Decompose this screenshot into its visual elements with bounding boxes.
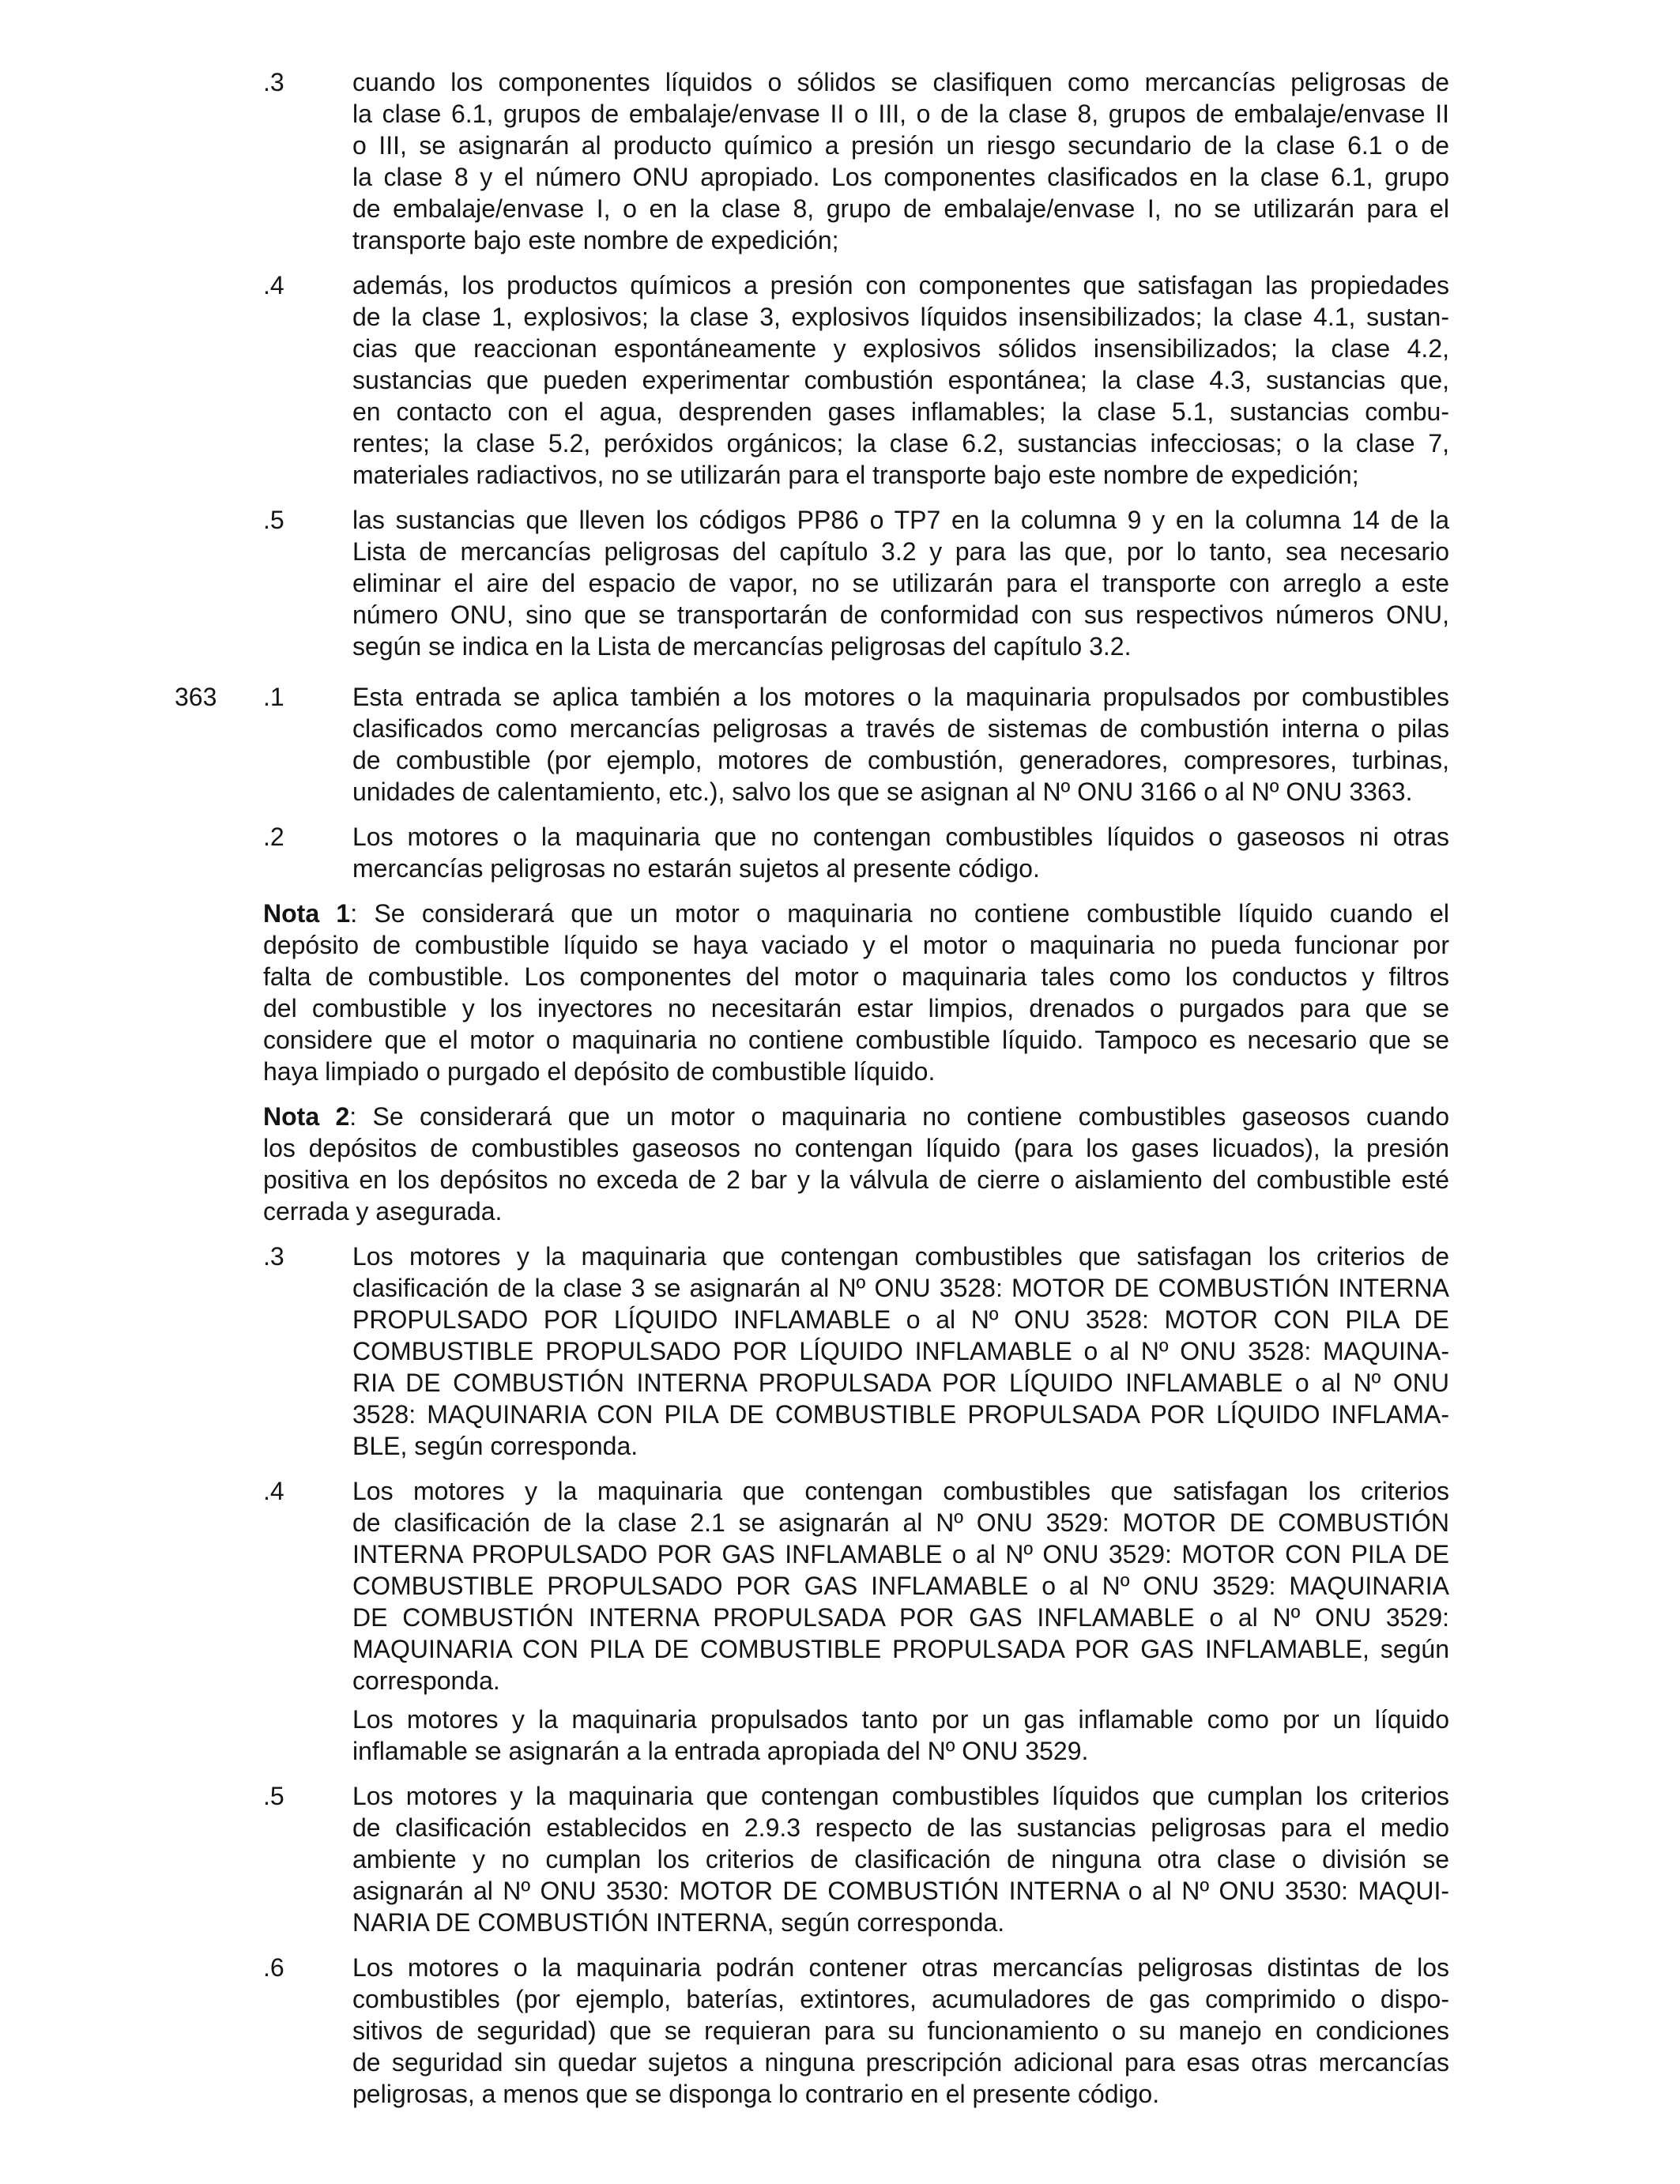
text-line: Los motores y la maquinaria que contengan combustibles que satisfagan los criterios	[352, 1477, 1449, 1505]
document-body	[0, 66, 1680, 2123]
item-label: .6	[263, 1953, 284, 1982]
text-line: la clase 8 y el número ONU apropiado. Los componentes clasificados en la clase 6.1, grupo	[352, 163, 1449, 191]
paragraph-text	[352, 1780, 1449, 1938]
text-line: de combustible (por ejemplo, motores de combustión, generadores, compresores, turbinas,	[352, 746, 1449, 774]
item-label: .5	[263, 506, 284, 534]
provision-item	[0, 66, 1680, 256]
provision-number: 363	[175, 683, 217, 711]
provision-item	[0, 1241, 1680, 1462]
note-label: Nota 2	[263, 1102, 350, 1131]
text-line: eliminar el aire del espacio de vapor, no se utilizarán para el transporte con arreglo a este	[352, 569, 1449, 597]
text-line: la clase 6.1, grupos de embalaje/envase II o III, o de la clase 8, grupos de embalaje/envase II	[352, 100, 1449, 128]
paragraph-text	[352, 66, 1449, 256]
text-line: COMBUSTIBLE PROPULSADO POR GAS INFLAMABLE o al Nº ONU 3529: MAQUINARIA	[352, 1572, 1449, 1600]
text-line: BLE, según corresponda.	[352, 1432, 638, 1460]
text-line: de la clase 1, explosivos; la clase 3, explosivos líquidos insensibilizados; la clase 4.1, sustan-	[352, 303, 1449, 331]
text-line: peligrosas, a menos que se disponga lo contrario en el presente código.	[352, 2080, 1160, 2108]
text-line: sustancias que pueden experimentar combustión espontánea; la clase 4.3, sustancias que,	[352, 366, 1449, 394]
text-line: MAQUINARIA CON PILA DE COMBUSTIBLE PROPULSADA POR GAS INFLAMABLE, según	[352, 1635, 1449, 1663]
text-line: positiva en los depósitos no exceda de 2 bar y la válvula de cierre o aislamiento del combustible esté	[263, 1165, 1449, 1194]
paragraph-text	[352, 821, 1449, 884]
provision-item	[0, 681, 1680, 808]
text-line: rentes; la clase 5.2, peróxidos orgánicos; la clase 6.2, sustancias infecciosas; o la clase 7,	[352, 429, 1449, 458]
text-line: o III, se asignarán al producto químico a presión un riesgo secundario de la clase 6.1 o de	[352, 131, 1449, 160]
text-line: inflamable se asignarán a la entrada apropiada del Nº ONU 3529.	[352, 1737, 1089, 1765]
text-line: de clasificación establecidos en 2.9.3 respecto de las sustancias peligrosas para el medio	[352, 1813, 1449, 1842]
text-line: considere que el motor o maquinaria no contiene combustible líquido. Tampoco es necesario que se	[263, 1026, 1449, 1054]
text-line: Los motores y la maquinaria que contengan combustibles líquidos que cumplan los criterios	[352, 1782, 1449, 1810]
provision-item	[0, 1475, 1680, 1696]
text-line: ambiente y no cumplan los criterios de clasificación de ninguna otra clase o división se	[352, 1845, 1449, 1873]
text-line: los depósitos de combustibles gaseosos no contengan líquido (para los gases licuados), la presión	[263, 1134, 1449, 1162]
text-line-content: : Se considerará que un motor o maquinaria no contiene combustible líquido cuando el	[350, 899, 1450, 928]
provision-item	[0, 269, 1680, 491]
paragraph-text	[263, 898, 1449, 1087]
text-line: cuando los componentes líquidos o sólidos se clasifiquen como mercancías peligrosas de	[352, 68, 1449, 96]
item-label: .3	[263, 1242, 284, 1271]
text-line: además, los productos químicos a presión con componentes que satisfagan las propiedades	[352, 271, 1449, 299]
text-line: falta de combustible. Los componentes del motor o maquinaria tales como los conductos y filtros	[263, 962, 1449, 991]
text-line: unidades de calentamiento, etc.), salvo los que se asignan al Nº ONU 3166 o al Nº ONU 3363.	[352, 778, 1413, 806]
text-line: de clasificación de la clase 2.1 se asignarán al Nº ONU 3529: MOTOR DE COMBUSTIÓN	[352, 1508, 1449, 1537]
text-line: 3528: MAQUINARIA CON PILA DE COMBUSTIBLE PROPULSADA POR LÍQUIDO INFLAMA-	[352, 1400, 1449, 1429]
text-line: Esta entrada se aplica también a los motores o la maquinaria propulsados por combustibles	[352, 683, 1449, 711]
provision-item	[0, 1780, 1680, 1938]
paragraph-text	[263, 1101, 1449, 1227]
text-line: COMBUSTIBLE PROPULSADO POR LÍQUIDO INFLAMABLE o al Nº ONU 3528: MAQUINA-	[352, 1337, 1449, 1365]
text-line: mercancías peligrosas no estarán sujetos al presente código.	[352, 854, 1040, 883]
text-line: de seguridad sin quedar sujetos a ninguna prescripción adicional para esas otras mercancías	[352, 2048, 1449, 2077]
paragraph-text	[352, 1952, 1449, 2110]
text-line: las sustancias que lleven los códigos PP86 o TP7 en la columna 9 y en la columna 14 de la	[352, 506, 1449, 534]
text-line: Los motores o la maquinaria podrán contener otras mercancías peligrosas distintas de los	[352, 1953, 1449, 1982]
text-line: combustibles (por ejemplo, baterías, extintores, acumuladores de gas comprimido o dispo-	[352, 1985, 1449, 2013]
text-line: transporte bajo este nombre de expedición;	[352, 226, 839, 254]
text-line: haya limpiado o purgado el depósito de combustible líquido.	[263, 1057, 936, 1086]
paragraph-text	[352, 1241, 1449, 1462]
text-line: según se indica en la Lista de mercancías peligrosas del capítulo 3.2.	[352, 632, 1132, 661]
text-line: Los motores y la maquinaria que contengan combustibles que satisfagan los criterios de	[352, 1242, 1449, 1271]
text-line	[263, 1101, 1449, 1132]
text-line: INTERNA PROPULSADO POR GAS INFLAMABLE o al Nº ONU 3529: MOTOR CON PILA DE	[352, 1540, 1449, 1568]
note-paragraph	[0, 1101, 1680, 1227]
text-line: DE COMBUSTIÓN INTERNA PROPULSADA POR GAS INFLAMABLE o al Nº ONU 3529:	[352, 1603, 1449, 1632]
text-line: asignarán al Nº ONU 3530: MOTOR DE COMBUSTIÓN INTERNA o al Nº ONU 3530: MAQUI-	[352, 1877, 1449, 1905]
text-line: en contacto con el agua, desprenden gases inflamables; la clase 5.1, sustancias combu-	[352, 397, 1449, 426]
text-line: número ONU, sino que se transportarán de conformidad con sus respectivos números ONU,	[352, 601, 1449, 629]
item-label: .1	[263, 683, 284, 711]
continuation-paragraph	[0, 1704, 1680, 1767]
item-label: .2	[263, 823, 284, 851]
paragraph-text	[352, 1475, 1449, 1696]
text-line	[263, 898, 1449, 929]
item-label: .4	[263, 1477, 284, 1505]
text-line: depósito de combustible líquido se haya vaciado y el motor o maquinaria no pueda funcionar por	[263, 931, 1449, 959]
text-line: Los motores o la maquinaria que no contengan combustibles líquidos o gaseosos ni otras	[352, 823, 1449, 851]
provision-item	[0, 1952, 1680, 2110]
paragraph-text	[352, 1704, 1449, 1767]
text-line: Los motores y la maquinaria propulsados tanto por un gas inflamable como por un líquido	[352, 1705, 1449, 1734]
item-label: .4	[263, 271, 284, 299]
text-line: del combustible y los inyectores no necesitarán estar limpios, drenados o purgados para que se	[263, 994, 1449, 1022]
text-line: NARIA DE COMBUSTIÓN INTERNA, según corresponda.	[352, 1908, 1005, 1937]
text-line: materiales radiactivos, no se utilizarán para el transporte bajo este nombre de expedición;	[352, 461, 1359, 489]
note-paragraph	[0, 898, 1680, 1087]
text-line: PROPULSADO POR LÍQUIDO INFLAMABLE o al Nº ONU 3528: MOTOR CON PILA DE	[352, 1305, 1449, 1334]
text-line: sitivos de seguridad) que se requieran para su funcionamiento o su manejo en condiciones	[352, 2016, 1449, 2045]
text-line: cerrada y asegurada.	[263, 1197, 503, 1226]
item-label: .3	[263, 68, 284, 96]
text-line: Lista de mercancías peligrosas del capítulo 3.2 y para las que, por lo tanto, sea necesario	[352, 537, 1449, 566]
note-label: Nota 1	[263, 899, 351, 928]
text-line: cias que reaccionan espontáneamente y explosivos sólidos insensibilizados; la clase 4.2,	[352, 334, 1449, 363]
text-line: clasificación de la clase 3 se asignarán al Nº ONU 3528: MOTOR DE COMBUSTIÓN INTERNA	[352, 1274, 1449, 1302]
text-line-content: : Se considerará que un motor o maquinaria no contiene combustibles gaseosos cuando	[349, 1102, 1449, 1131]
paragraph-text	[352, 504, 1449, 662]
text-line: de embalaje/envase I, o en la clase 8, grupo de embalaje/envase I, no se utilizarán para el	[352, 194, 1449, 223]
provision-item	[0, 821, 1680, 884]
paragraph-text	[352, 269, 1449, 491]
item-label: .5	[263, 1782, 284, 1810]
text-line: corresponda.	[352, 1666, 500, 1695]
text-line: RIA DE COMBUSTIÓN INTERNA PROPULSADA POR LÍQUIDO INFLAMABLE o al Nº ONU	[352, 1369, 1449, 1397]
paragraph-text	[352, 681, 1449, 808]
text-line: clasificados como mercancías peligrosas a través de sistemas de combustión interna o pilas	[352, 714, 1449, 743]
provision-item	[0, 504, 1680, 662]
